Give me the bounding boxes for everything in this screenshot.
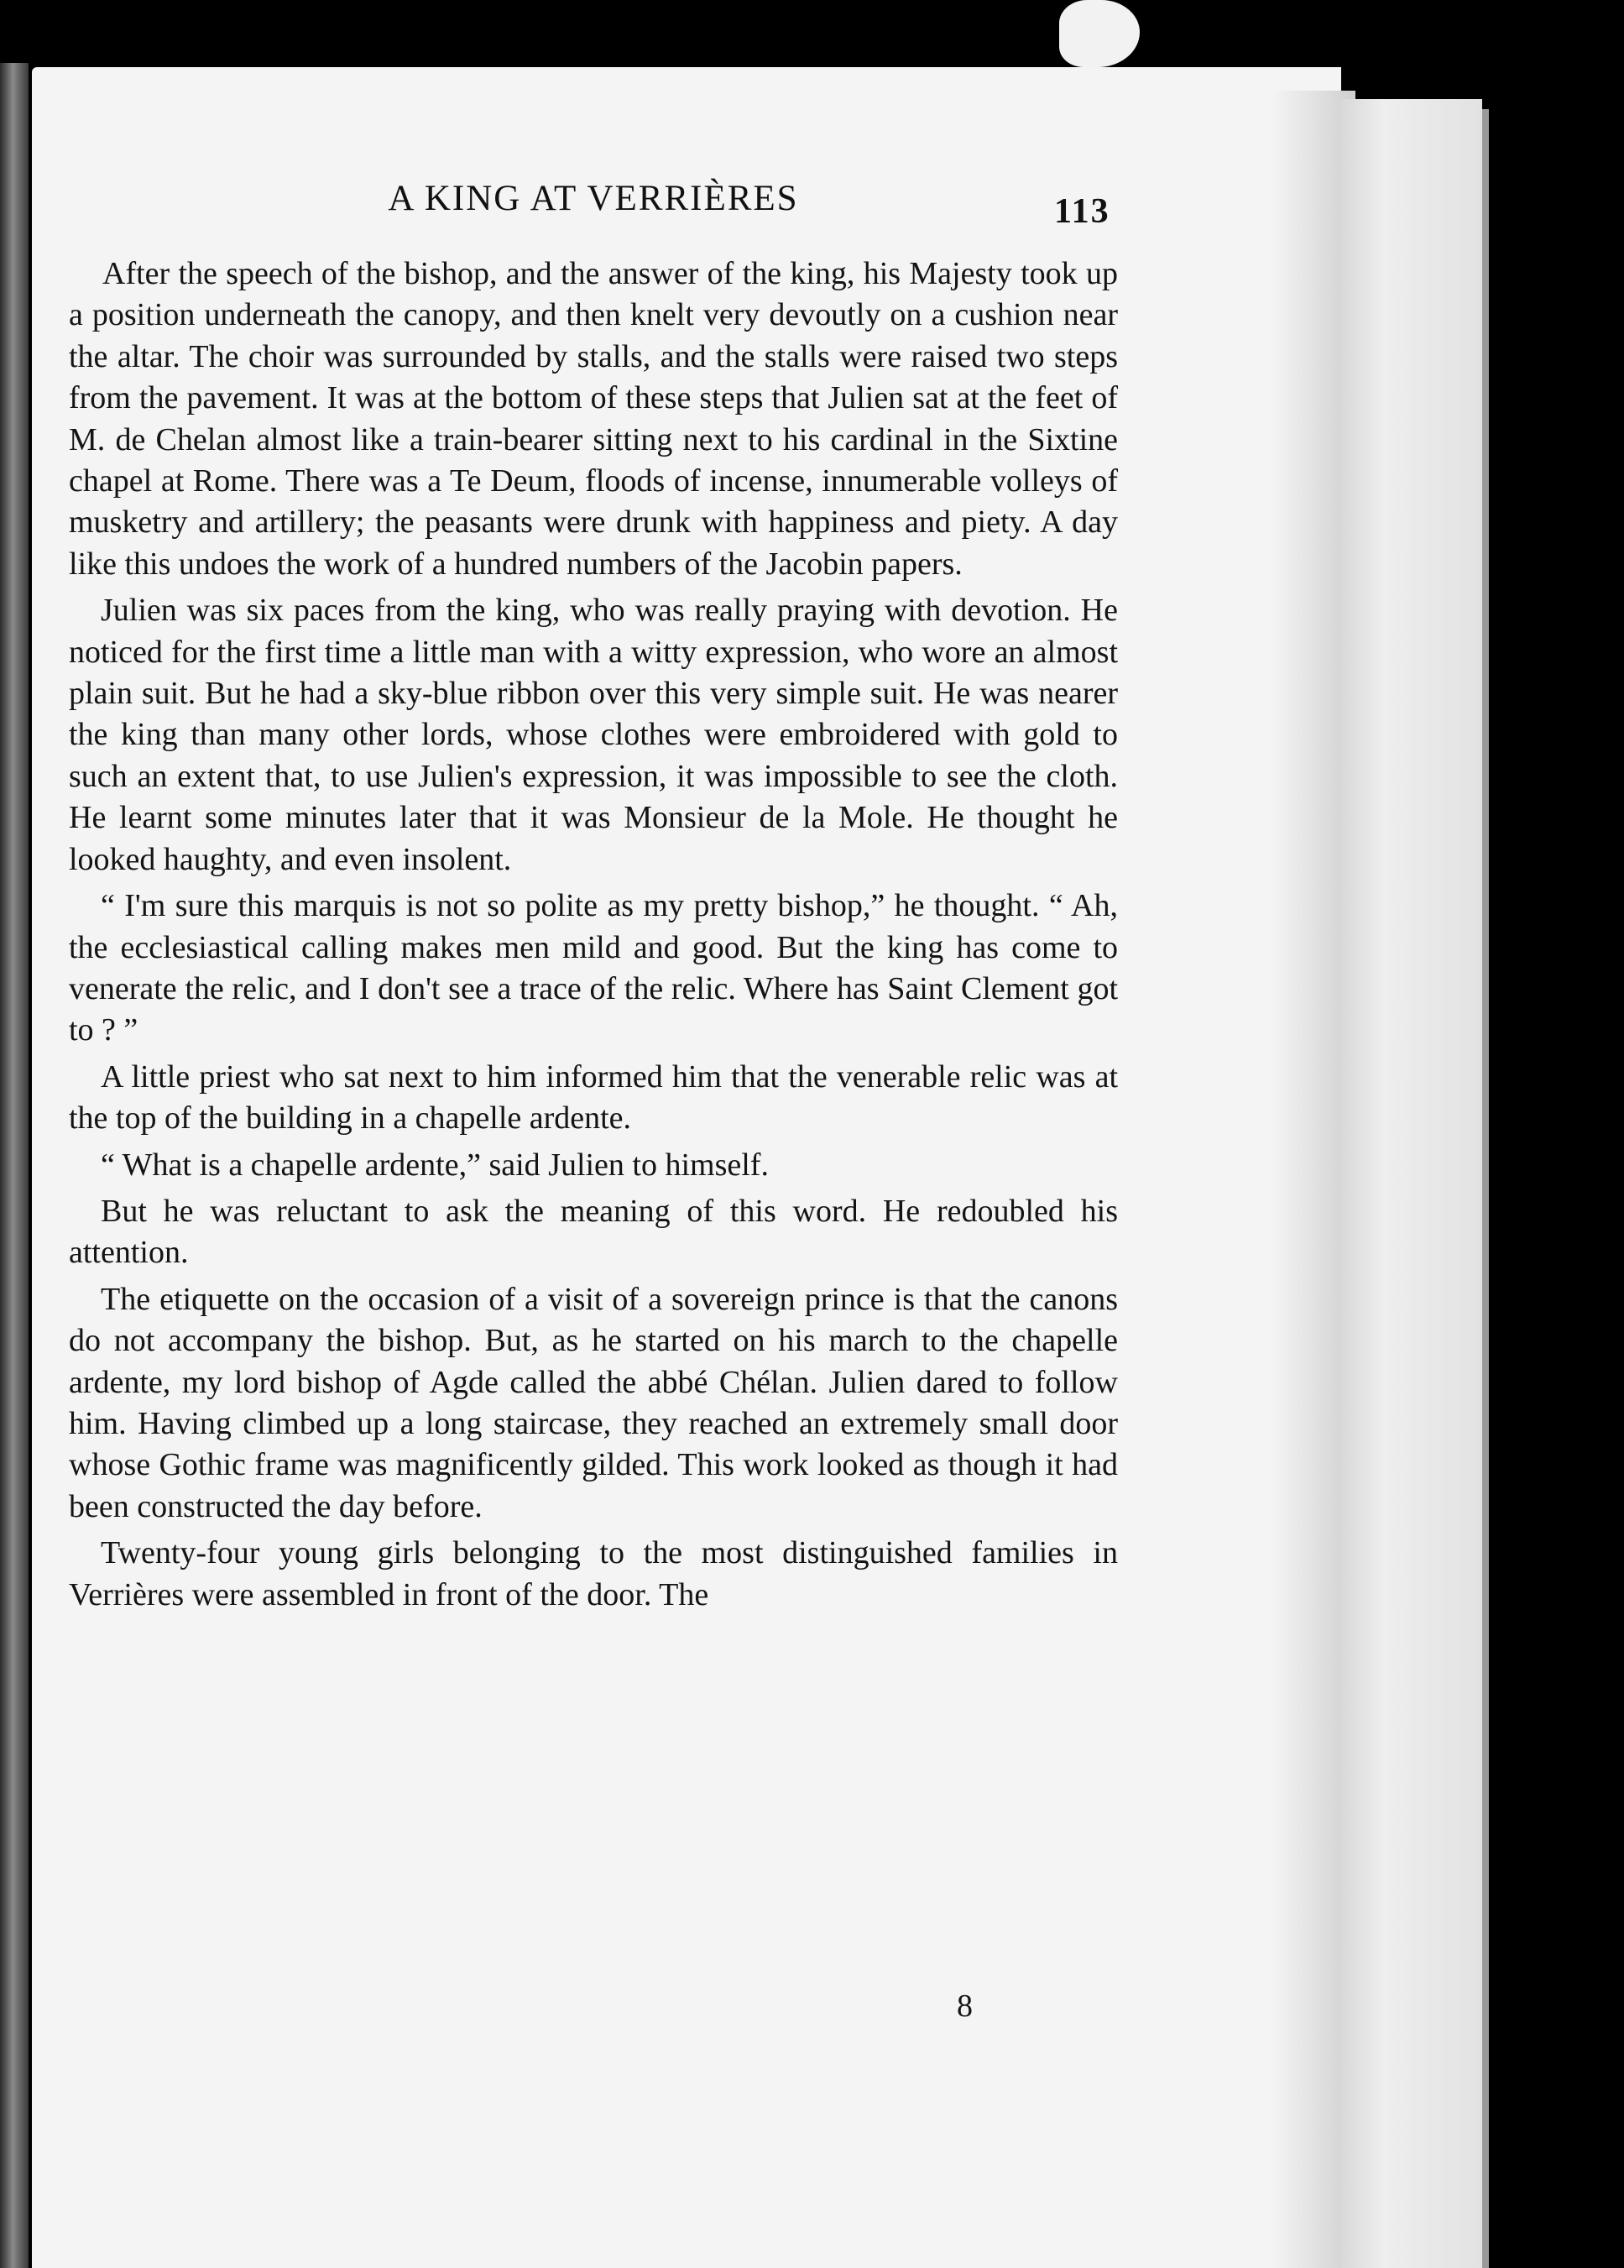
page-number: 113 <box>1054 192 1110 231</box>
paragraph: “ I'm sure this marquis is not so polite as my pretty bishop,” he thought. “ Ah, the ecclesiastical calling makes men mild and good. But the king has come to venerate the relic, and I don't see a trace of the relic. Where has Saint Clement got to ? ” <box>69 888 1118 1048</box>
paragraph: After the speech of the bishop, and the answer of the king, his Majesty took up a position underneath the canopy, and then knelt very devoutly on a cushion near the altar. The choir was surrounded by stalls, and the stalls were raised two steps from the pavement. It was at the bottom of these steps that Julien sat at the feet of M. de Chelan almost like a train-bearer sitting next to his cardinal in the Sixtine chapel at Rome. There was a Te Deum, floods of incense, innumerable volleys of musketry and artillery; the peasants were drunk with happiness and piety. A day like this undoes the work of a hundred numbers of the Jacobin papers. <box>69 256 1118 582</box>
paragraph: Twenty-four young girls belonging to the most distinguished families in Verrières were assembled in front of the door. The <box>69 1535 1118 1612</box>
book-spine-edge <box>0 63 29 2268</box>
paragraph: “ What is a chapelle ardente,” said Julien to himself. <box>101 1147 769 1183</box>
paragraph: But he was reluctant to ask the meaning of this word. He redoubled his attention. <box>69 1193 1118 1271</box>
running-head-title: A KING AT VERRIÈRES <box>388 179 799 218</box>
body-text <box>69 253 1118 1621</box>
adjacent-page <box>1341 99 1482 2268</box>
paragraph: A little priest who sat next to him informed him that the venerable relic was at the top of the building in a chapelle ardente. <box>69 1058 1118 1137</box>
adjacent-page-edge <box>1482 109 1489 2268</box>
paragraph: The etiquette on the occasion of a visit of a sovereign prince is that the canons do not accompany the bishop. But, as he started on his march to the chapelle ardente, my lord bishop of Agde called the abbé Chélan. Julien dared to follow him. Having climbed up a long staircase, they reached an extremely small door whose Gothic frame was magnificently gilded. This work looked as though it had been constructed the day before. <box>69 1281 1118 1524</box>
signature-mark: 8 <box>957 1988 973 2024</box>
paragraph: Julien was six paces from the king, who was really praying with devotion. He noticed for the first time a little man with a witty expression, who wore an almost plain suit. But he had a sky-blue ribbon over this very simple suit. He was nearer the king than many other lords, whose clothes were embroidered with gold to such an extent that, to use Julien's expression, it was impossible to see the cloth. He learnt some minutes later that it was Monsieur de la Mole. He thought he looked haughty, and even insolent. <box>69 593 1118 877</box>
